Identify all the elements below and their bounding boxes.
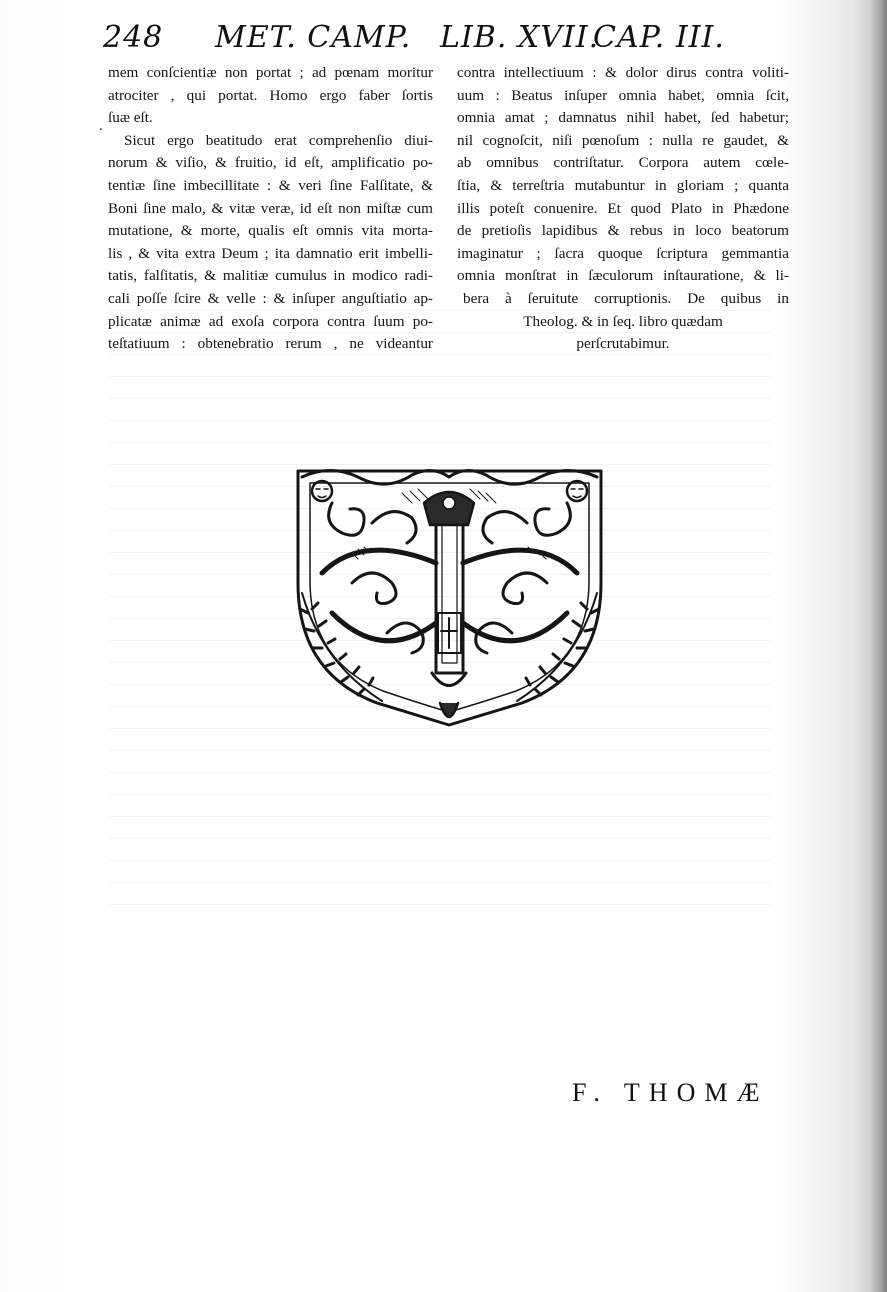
text-line: ab omnibus contriſtatur. Corpora autem cœle- (457, 154, 789, 172)
page-number: 248 (103, 20, 164, 55)
text-line: de pretioſis lapidibus & rebus in loco beatorum (457, 222, 789, 240)
page-edge-shadow (869, 0, 887, 1292)
text-line: uum : Beatus inſuper omnia habet, omnia ſcit, (457, 86, 789, 104)
text-line: bera à ſeruitute corruptionis. De quibus in (463, 289, 789, 307)
text-line: nil cognoſcit, niſi pœnoſum : nulla re gaudet, & (457, 131, 789, 149)
running-head-title: MET. CAMP. (215, 20, 412, 55)
tailpiece-ornament (292, 463, 607, 731)
text-line: perſcrutabimur. (576, 335, 670, 353)
running-head-chapter: CAP. III. (593, 20, 725, 55)
right-column (457, 62, 789, 356)
text-line: tatis, falſitatis, & malitiæ cumulus in modico radi- (108, 267, 433, 285)
text-line: imaginatur ; ſacra quoque ſcriptura gemmantia (457, 244, 789, 262)
text-line: lis , & vita extra Deum ; ita damnatio erit imbelli- (108, 244, 433, 262)
text-line: teſtatiuum : obtenebratio rerum , ne videantur (108, 335, 433, 353)
paragraph-marker: . (99, 118, 103, 134)
catchword: F. THOMÆ (572, 1078, 769, 1107)
text-line: Theolog. & in ſeq. libro quædam (523, 312, 723, 330)
text-line: omnia amat ; damnatus nihil habet, ſed habetur; (457, 109, 789, 127)
text-line: Sicut ergo beatitudo erat comprehenſio diui- (124, 131, 433, 149)
running-head-book: LIB. XVII. (440, 20, 600, 55)
text-line: norum & viſio, & fruitio, id eſt, amplificatio po- (108, 154, 433, 172)
left-column (108, 62, 433, 356)
text-line: contra intellectiuum : & dolor dirus contra voliti- (457, 64, 789, 81)
text-line: omnia monſtrat in ſæculorum inſtauratione, & li- (457, 267, 789, 285)
text-line: mem conſcientiæ non portat ; ad pœnam moritur (108, 64, 433, 81)
text-line: ſuæ eſt. (108, 109, 153, 127)
text-line: mutatione, & morte, qualis eſt omnis vita morta- (108, 222, 433, 240)
text-line: tentiæ ſine imbecillitate : & veri ſine Falſitate, & (108, 176, 433, 194)
running-head (103, 20, 723, 56)
text-line: Boni ſine malo, & vitæ veræ, id eſt non miſtæ cum (108, 199, 433, 217)
text-line: ſtia, & terreſtria mutabuntur in gloriam ; quanta (457, 176, 789, 194)
text-line: atrociter , qui portat. Homo ergo faber ſortis (108, 86, 433, 104)
text-line: illis poteſt conuenire. Et quod Plato in Phædone (457, 199, 789, 217)
text-line: plicatæ animæ ad exoſa corpora contra ſuum po- (108, 312, 433, 330)
text-line: cali poſſe ſcire & velle : & inſuper anguſtiatio ap- (108, 289, 433, 307)
